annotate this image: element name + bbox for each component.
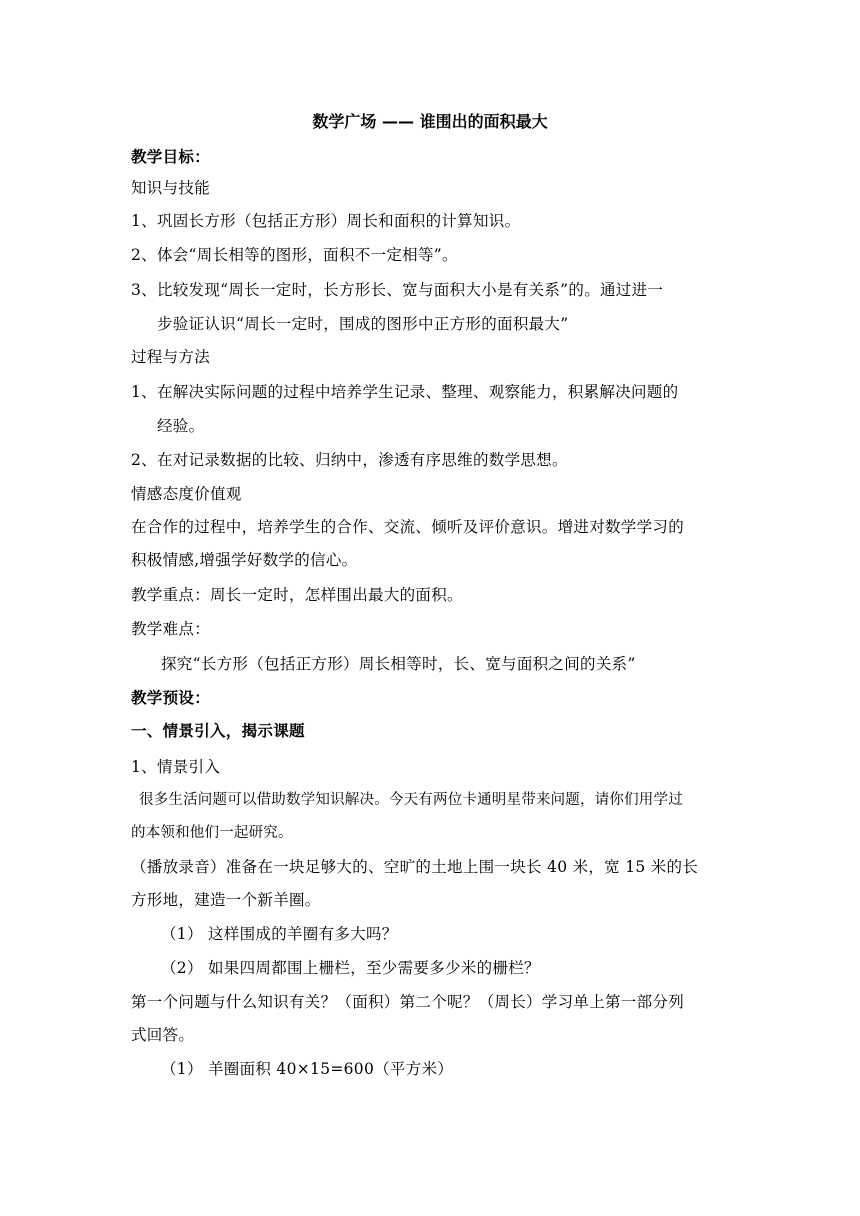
preset-heading: 教学预设： bbox=[131, 689, 211, 707]
discussion-line-1: 第一个问题与什么知识有关？（面积）第二个呢？（周长）学习单上第一部分列 bbox=[131, 993, 685, 1011]
process-item-1-line-2: 经验。 bbox=[157, 417, 205, 435]
section-1-subheading: 1、情景引入 bbox=[131, 758, 221, 776]
answer-1: （1） 羊圈面积 40×15=600（平方米） bbox=[161, 1060, 454, 1078]
intro-paragraph-line-2: 的本领和他们一起研究。 bbox=[131, 825, 293, 841]
emotion-text-line-1: 在合作的过程中，培养学生的合作、交流、倾听及评价意识。增进对数学学习的 bbox=[131, 518, 685, 536]
knowledge-item-3-line-1: 3、比较发现“周长一定时，长方形长、宽与面积大小是有关系”的。通过进一 bbox=[131, 281, 664, 299]
audio-paragraph-line-1: （播放录音）准备在一块足够大的、空旷的土地上围一块长 40 米，宽 15 米的长 bbox=[131, 858, 699, 876]
emotion-text-line-2: 积极情感,增强学好数学的信心。 bbox=[131, 551, 358, 569]
process-heading: 过程与方法 bbox=[131, 348, 211, 366]
process-item-1-line-1: 1、在解决实际问题的过程中培养学生记录、整理、观察能力，积累解决问题的 bbox=[131, 383, 679, 401]
difficulty-heading: 教学难点： bbox=[131, 620, 211, 638]
question-1: （1） 这样围成的羊圈有多大吗？ bbox=[161, 925, 398, 943]
question-2: （2） 如果四周都围上栅栏，至少需要多少米的栅栏？ bbox=[161, 959, 540, 977]
discussion-line-2: 式回答。 bbox=[131, 1026, 195, 1044]
emotion-heading: 情感态度价值观 bbox=[131, 485, 242, 503]
intro-paragraph-line-1: 很多生活问题可以借助数学知识解决。今天有两位卡通明星带来问题，请你们用学过 bbox=[139, 792, 683, 808]
process-item-2: 2、在对记录数据的比较、归纳中，渗透有序思维的数学思想。 bbox=[131, 451, 568, 469]
knowledge-heading: 知识与技能 bbox=[131, 179, 211, 197]
objectives-heading: 教学目标： bbox=[131, 148, 211, 166]
key-point: 教学重点：周长一定时，怎样围出最大的面积。 bbox=[131, 586, 463, 604]
section-1-heading: 一、情景引入，揭示课题 bbox=[131, 722, 305, 740]
difficulty-text: 探究“长方形（包括正方形）周长相等时，长、宽与面积之间的关系” bbox=[161, 655, 636, 673]
knowledge-item-3-line-2: 步验证认识“周长一定时，围成的图形中正方形的面积最大” bbox=[157, 315, 569, 333]
knowledge-item-1: 1、巩固长方形（包括正方形）周长和面积的计算知识。 bbox=[131, 212, 521, 230]
audio-paragraph-line-2: 方形地，建造一个新羊圈。 bbox=[131, 891, 321, 909]
document-title: 数学广场 —— 谁围出的面积最大 bbox=[312, 112, 548, 131]
knowledge-item-2: 2、体会“周长相等的图形，面积不一定相等”。 bbox=[131, 246, 458, 264]
